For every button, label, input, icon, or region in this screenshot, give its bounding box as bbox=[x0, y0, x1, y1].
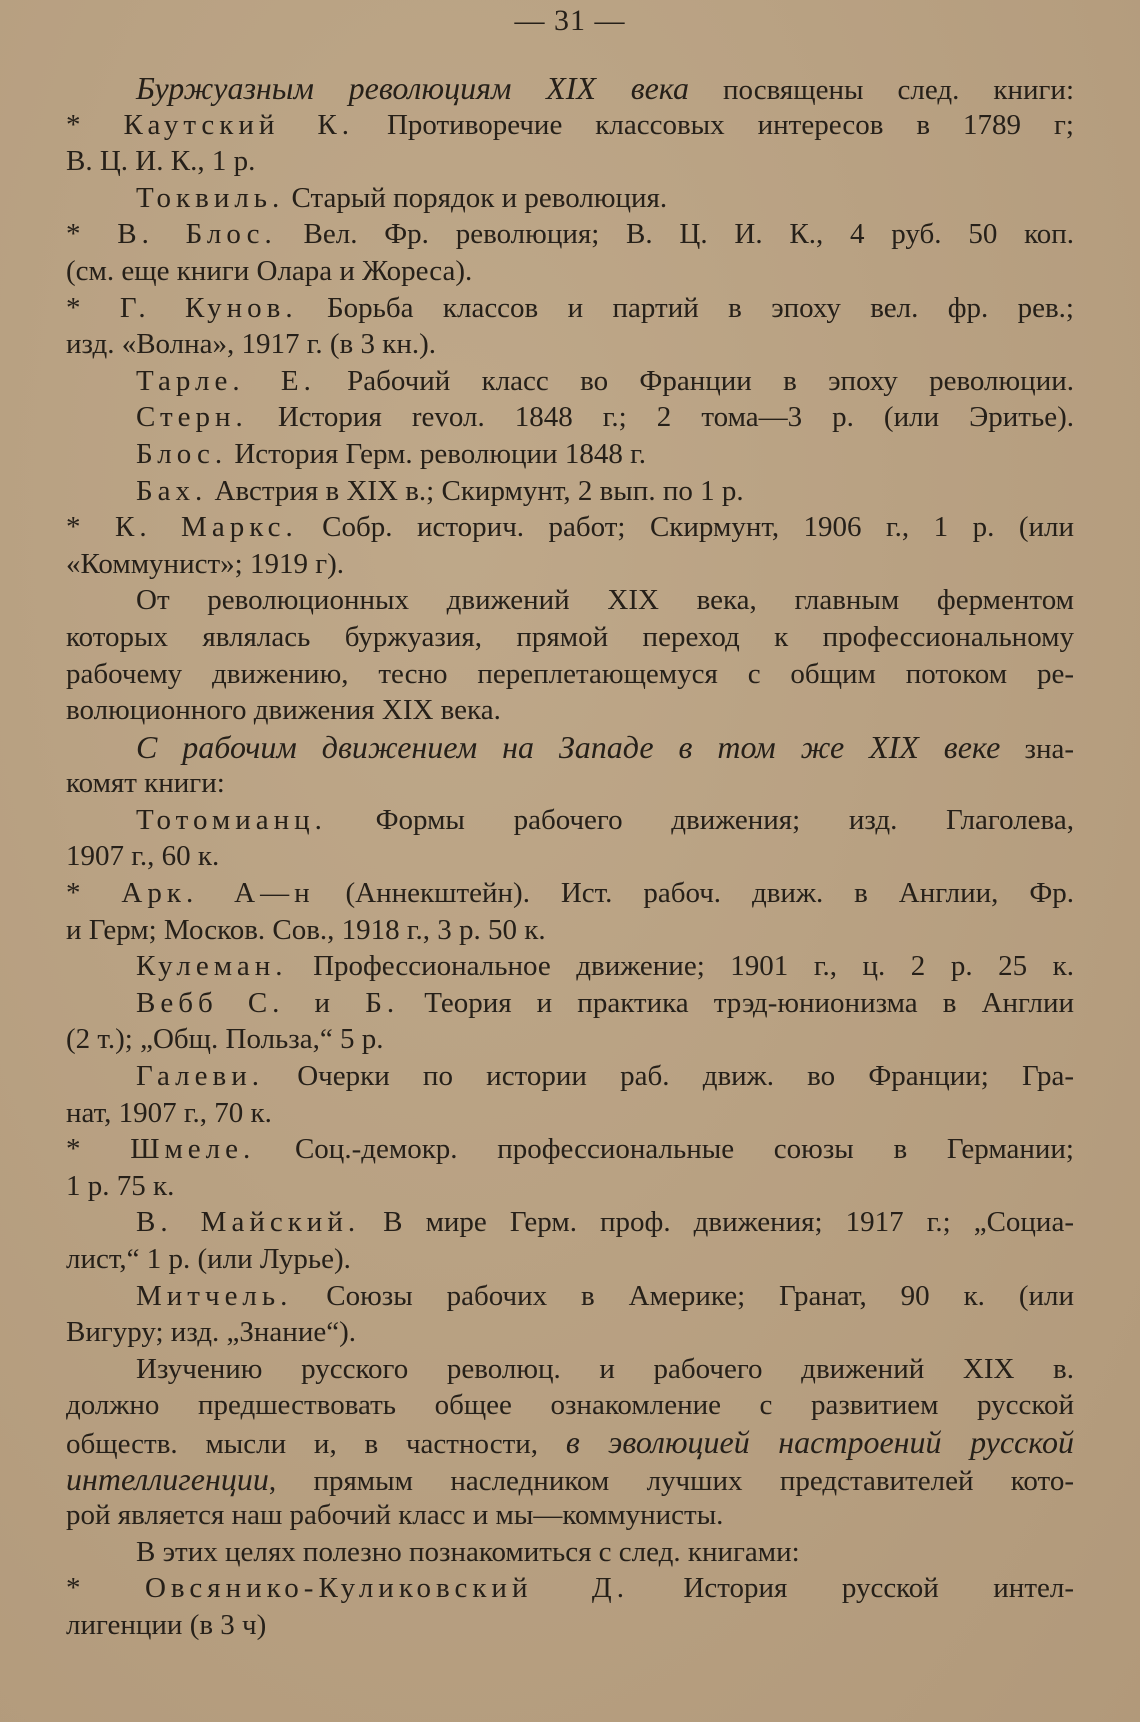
text-line bbox=[66, 70, 1074, 107]
text-line bbox=[66, 1278, 1074, 1315]
text-run: Теория и практика трэд-юнионизма в Англии bbox=[399, 986, 1074, 1019]
text-run: Вел. Фр. революция; В. Ц. И. К., 4 руб. 50 коп. bbox=[276, 218, 1074, 251]
text-line bbox=[66, 1168, 1074, 1205]
text-line bbox=[66, 582, 1074, 619]
text-run: нат, 1907 г., 70 к. bbox=[66, 1096, 272, 1129]
text-run: волюционного движения XIX века. bbox=[66, 694, 501, 727]
text-run: рабочему движению, тесно переплетающемуся с общим потоком ре- bbox=[66, 657, 1074, 690]
author-name: Тарле. Е. bbox=[136, 364, 316, 397]
text-run: Австрия в XIX в.; Скирмунт, 2 вып. по 1 р. bbox=[207, 474, 744, 507]
text-line bbox=[66, 875, 1074, 912]
text-run: Профессиональное движение; 1901 г., ц. 2 р. 25 к. bbox=[287, 950, 1074, 983]
text-run: , прямым наследником лучших представителей кото- bbox=[268, 1464, 1074, 1497]
text-run: Союзы рабочих в Америке; Гранат, 90 к. (или bbox=[292, 1279, 1074, 1312]
author-name: * Овсянико-Куликовский Д. bbox=[66, 1572, 629, 1605]
text-run: Очерки по истории раб. движ. во Франции; Гра- bbox=[263, 1060, 1074, 1093]
text-line bbox=[66, 253, 1074, 290]
text-line bbox=[66, 1095, 1074, 1132]
text-run: рой является наш рабочий класс и мы—коммунисты. bbox=[66, 1499, 724, 1532]
author-name: Блос. bbox=[136, 437, 228, 470]
author-name: Кулеман. bbox=[136, 950, 288, 983]
text-run: зна- bbox=[1000, 732, 1074, 765]
author-name: Вебб С. и Б. bbox=[136, 986, 400, 1019]
text-line bbox=[66, 619, 1074, 656]
text-line bbox=[66, 436, 1074, 473]
text-run: (см. еще книги Олара и Жореса). bbox=[66, 254, 473, 287]
italic-phrase: в эволюцией настроений русской bbox=[565, 1423, 1075, 1460]
text-line bbox=[66, 948, 1074, 985]
text-line bbox=[66, 1570, 1074, 1607]
text-run: История Герм. революции 1848 г. bbox=[227, 437, 646, 470]
text-line bbox=[66, 729, 1074, 766]
text-run: В мире Герм. проф. движения; 1917 г.; „Социа- bbox=[360, 1206, 1074, 1239]
text-line bbox=[66, 656, 1074, 693]
text-line bbox=[66, 1534, 1074, 1571]
text-line bbox=[66, 290, 1074, 327]
text-run: 1907 г., 60 к. bbox=[66, 840, 220, 873]
text-run: (Аннекштейн). Ист. рабоч. движ. в Англии, Фр. bbox=[314, 877, 1074, 910]
text-line bbox=[66, 143, 1074, 180]
text-run: 1 р. 75 к. bbox=[66, 1169, 175, 1202]
text-line bbox=[66, 1204, 1074, 1241]
text-line bbox=[66, 473, 1074, 510]
page-body-text bbox=[66, 70, 1074, 1644]
author-name: * К. Маркс. bbox=[66, 511, 298, 544]
text-run: Соц.-демокр. профессиональные союзы в Германии; bbox=[255, 1133, 1074, 1166]
text-line bbox=[66, 1314, 1074, 1351]
author-name: Галеви. bbox=[136, 1060, 264, 1093]
text-line bbox=[66, 802, 1074, 839]
text-run: История русской интел- bbox=[628, 1572, 1074, 1605]
italic-phrase: С рабочим движением на Западе в том же XIX веке bbox=[136, 728, 1001, 765]
text-run: Старый порядок и революция. bbox=[284, 181, 668, 214]
text-line bbox=[66, 985, 1074, 1022]
text-run: лигенции (в 3 ч) bbox=[66, 1608, 267, 1641]
text-line bbox=[66, 1241, 1074, 1278]
text-run: Борьба классов и партий в эпоху вел. фр. рев.; bbox=[297, 291, 1074, 324]
text-run: В. Ц. И. К., 1 р. bbox=[66, 145, 256, 178]
author-name: Митчель. bbox=[136, 1279, 293, 1312]
text-line bbox=[66, 509, 1074, 546]
text-line bbox=[66, 1461, 1074, 1498]
italic-phrase: Буржуазным революциям XIX века bbox=[136, 70, 689, 106]
author-name: * Каутский К. bbox=[66, 108, 354, 141]
author-name: * Г. Кунов. bbox=[66, 291, 298, 324]
author-name: В. Майский. bbox=[136, 1206, 361, 1239]
text-run: которых являлась буржуазия, прямой переход к профессиональному bbox=[66, 620, 1074, 653]
text-run: От революционных движений XIX века, главным ферментом bbox=[136, 584, 1074, 617]
text-line bbox=[66, 399, 1074, 436]
text-run: лист,“ 1 р. (или Лурье). bbox=[66, 1243, 351, 1275]
text-run: и Герм; Москов. Сов., 1918 г., 3 р. 50 к. bbox=[66, 913, 546, 946]
text-line bbox=[66, 765, 1074, 802]
text-line bbox=[66, 1424, 1074, 1461]
text-run: Вигуру; изд. „Знание“). bbox=[66, 1316, 356, 1349]
text-line bbox=[66, 1131, 1074, 1168]
text-run: Собр. историч. работ; Скирмунт, 1906 г., 1 р. (или bbox=[297, 511, 1074, 544]
text-run: комят книги: bbox=[66, 767, 225, 800]
text-run: (2 т.); „Общ. Польза,“ 5 р. bbox=[66, 1023, 384, 1056]
text-line bbox=[66, 1021, 1074, 1058]
author-name: Стерн. bbox=[136, 401, 248, 434]
text-line bbox=[66, 107, 1074, 144]
text-run: Изучению русского революц. и рабочего движений XIX в. bbox=[136, 1352, 1074, 1385]
text-run: Формы рабочего движения; изд. Глаголева, bbox=[326, 803, 1074, 836]
italic-phrase: интеллигенции bbox=[66, 1460, 269, 1497]
author-name: * В. Блос. bbox=[66, 218, 277, 251]
text-run: посвящены след. книги: bbox=[688, 74, 1074, 106]
text-run: Рабочий класс во Франции в эпоху революции. bbox=[315, 364, 1074, 397]
text-run: изд. «Волна», 1917 г. (в 3 кн.). bbox=[66, 328, 437, 361]
text-run: История revол. 1848 г.; 2 тома—3 р. (или Эритье). bbox=[247, 401, 1074, 434]
author-name: * Арк. А—н bbox=[66, 877, 315, 910]
text-line bbox=[66, 1497, 1074, 1534]
text-line bbox=[66, 216, 1074, 253]
text-run: обществ. мысли и, в частности, bbox=[66, 1427, 566, 1460]
text-run: Противоречие классовых интересов в 1789 г; bbox=[353, 108, 1074, 141]
author-name: * Шмеле. bbox=[66, 1133, 256, 1166]
text-line bbox=[66, 546, 1074, 583]
text-run: В этих целях полезно познакомиться с след. книгами: bbox=[136, 1535, 800, 1568]
page-number: — 31 — bbox=[514, 4, 626, 37]
text-line bbox=[66, 1607, 1074, 1644]
text-run: должно предшествовать общее ознакомление с развитием русской bbox=[66, 1389, 1074, 1422]
author-name: Токвиль. bbox=[136, 181, 285, 214]
text-line bbox=[66, 1058, 1074, 1095]
text-line bbox=[66, 912, 1074, 949]
text-line bbox=[66, 1351, 1074, 1388]
text-line bbox=[66, 838, 1074, 875]
text-line bbox=[66, 1387, 1074, 1424]
author-name: Тотомианц. bbox=[136, 803, 327, 836]
text-line bbox=[66, 180, 1074, 217]
text-line bbox=[66, 363, 1074, 400]
text-run: «Коммунист»; 1919 г). bbox=[66, 547, 344, 580]
author-name: Бах. bbox=[136, 474, 208, 507]
text-line bbox=[66, 326, 1074, 363]
text-line bbox=[66, 692, 1074, 729]
